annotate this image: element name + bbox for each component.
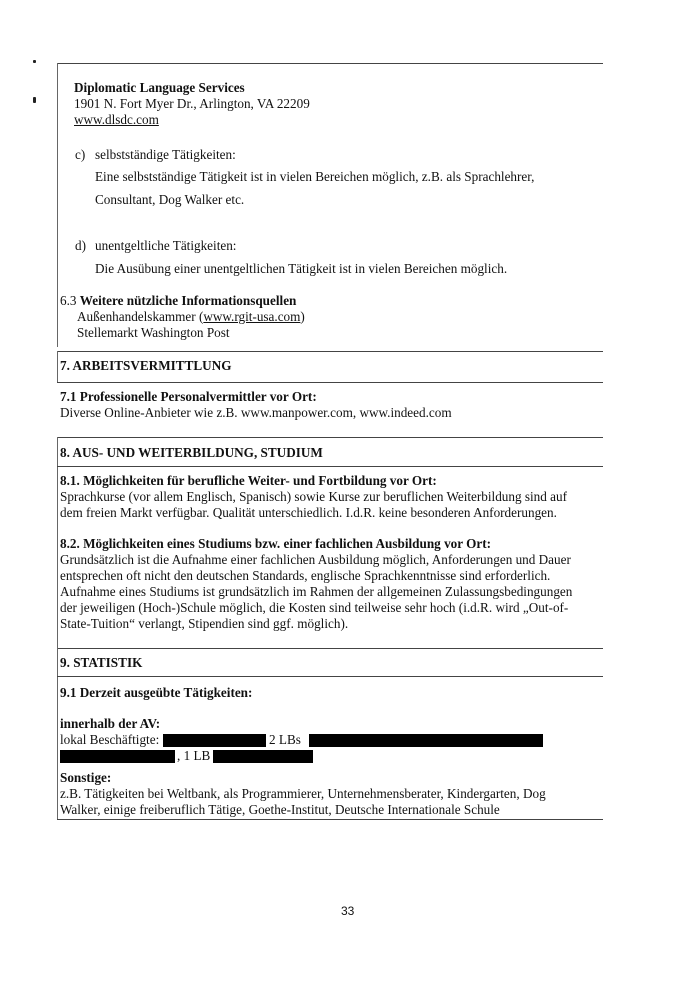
section-8-title: 8. AUS- UND WEITERBILDUNG, STUDIUM — [60, 445, 323, 460]
section-8-1-line: dem freien Markt verfügbar. Qualität unterschiedlich. I.d.R. keine besonderen Anforderungen. — [60, 505, 557, 520]
section-8-2-line: Grundsätzlich ist die Aufnahme einer fachlichen Ausbildung möglich, Anforderungen und Dauer — [60, 552, 571, 567]
section-6-3-number: 6.3 — [60, 293, 77, 308]
sonstige-line: Walker, einige freiberuflich Tätige, Goethe-Institut, Deutsche Internationale Schule — [60, 802, 500, 817]
scan-speck — [33, 60, 36, 63]
section-8-bottom-rule — [57, 466, 603, 467]
item-d-line1: Die Ausübung einer unentgeltlichen Tätigkeit ist in vielen Bereichen möglich. — [95, 261, 508, 276]
section-7-title: 7. ARBEITSVERMITTLUNG — [60, 358, 232, 373]
top-rule — [57, 63, 603, 64]
section-7-top-rule — [57, 351, 603, 352]
section-8-2-line: Aufnahme eines Studiums ist grundsätzlich im Rahmen der allgemeinen Zulassungsbedingungen — [60, 584, 573, 599]
page-number: 33 — [341, 904, 355, 918]
section-6-3-heading — [60, 293, 296, 309]
section-9-title: 9. STATISTIK — [60, 655, 143, 670]
item-c-line2: Consultant, Dog Walker etc. — [95, 192, 245, 207]
section-7-left-border — [57, 351, 58, 383]
redaction-bar — [163, 734, 266, 747]
lokal-label: lokal Beschäftigte: — [60, 732, 160, 747]
section-8-2-heading: 8.2. Möglichkeiten eines Studiums bzw. einer fachlichen Ausbildung vor Ort: — [60, 536, 492, 551]
redaction-bar — [213, 750, 313, 763]
item-c-label: c) — [75, 147, 86, 162]
left-border — [57, 63, 58, 347]
section-7-1-heading: 7.1 Professionelle Personalvermittler vor Ort: — [60, 389, 317, 404]
dls-url[interactable]: www.dlsdc.com — [74, 112, 159, 127]
section-6-3-title: Weitere nützliche Informationsquellen — [79, 293, 297, 308]
section-9-end-rule — [57, 819, 603, 820]
section-8-top-rule — [57, 437, 603, 438]
dls-title: Diplomatic Language Services — [74, 80, 245, 95]
sonstige-line: z.B. Tätigkeiten bei Weltbank, als Programmierer, Unternehmensberater, Kindergarten, Dog — [60, 786, 546, 801]
section-9-left-border — [57, 648, 58, 820]
section-9-1-heading: 9.1 Derzeit ausgeübte Tätigkeiten: — [60, 685, 253, 700]
item-c-line1: Eine selbstständige Tätigkeit ist in vielen Bereichen möglich, z.B. als Sprachlehrer, — [95, 169, 535, 184]
section-8-2-line: entsprechen oft nicht den deutschen Standards, englische Sprachkenntnisse sind erforderlich. — [60, 568, 551, 583]
sonstige-label: Sonstige: — [60, 770, 112, 785]
lbs-count: 2 LBs — [269, 732, 301, 747]
section-7-bottom-rule — [57, 382, 603, 383]
item-d-heading: unentgeltliche Tätigkeiten: — [95, 238, 237, 253]
section-8-2-line: State-Tuition“ verlangt, Stipendien sind ggf. möglich). — [60, 616, 349, 631]
section-8-1-line: Sprachkurse (vor allem Englisch, Spanisch) sowie Kurse zur beruflichen Weiterbildung sind auf — [60, 489, 568, 504]
section-6-3-line1: Außenhandelskammer (www.rgit-usa.com) — [77, 309, 305, 324]
item-d-label: d) — [75, 238, 86, 253]
section-8-2-line: der jeweiligen (Hoch-)Schule möglich, die Kosten sind teilweise sehr hoch (i.d.R. wird „Out-of- — [60, 600, 569, 615]
section-8-1-heading: 8.1. Möglichkeiten für berufliche Weiter- und Fortbildung vor Ort: — [60, 473, 437, 488]
scan-speck — [33, 97, 36, 103]
section-9-bottom-rule — [57, 676, 603, 677]
item-c-heading: selbstständige Tätigkeiten: — [95, 147, 236, 162]
section-9-top-rule — [57, 648, 603, 649]
section-8-left-border — [57, 437, 58, 648]
lb-count: , 1 LB — [177, 748, 211, 763]
section-6-3-line2: Stellemarkt Washington Post — [77, 325, 230, 340]
dls-address: 1901 N. Fort Myer Dr., Arlington, VA 22209 — [74, 96, 310, 111]
redaction-bar — [60, 750, 175, 763]
section-7-1-text: Diverse Online-Anbieter wie z.B. www.manpower.com, www.indeed.com — [60, 405, 452, 420]
av-label: innerhalb der AV: — [60, 716, 161, 731]
rgit-link[interactable]: www.rgit-usa.com — [203, 309, 301, 324]
redaction-bar — [309, 734, 543, 747]
